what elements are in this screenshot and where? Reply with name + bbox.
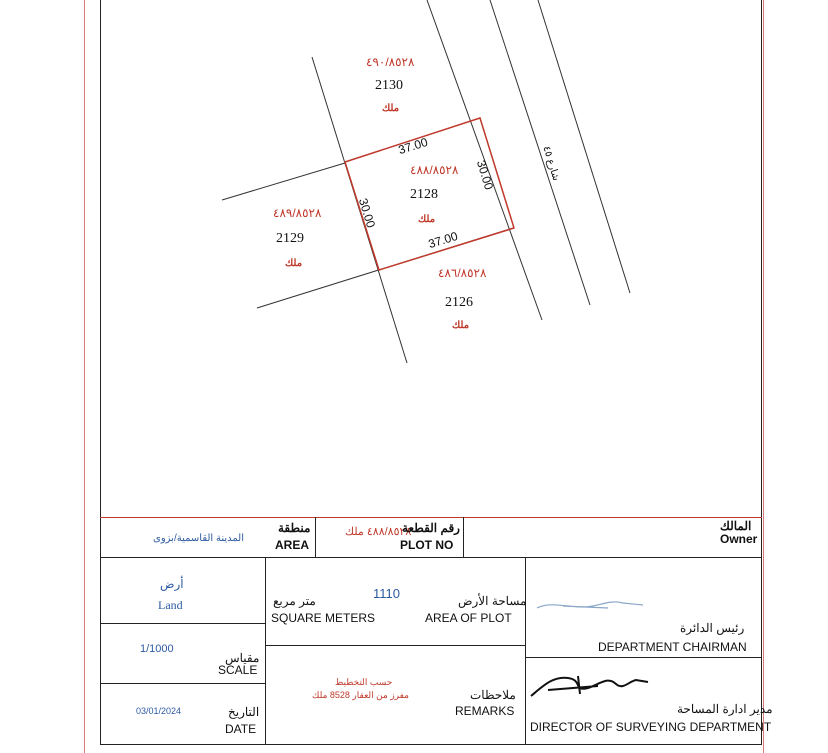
plot-2126-type: ملك: [452, 320, 470, 331]
area-of-plot-label-en: AREA OF PLOT: [425, 611, 512, 625]
land-label-ar: أرض: [160, 577, 184, 591]
date-value: 03/01/2024: [136, 706, 182, 716]
dimension-left: 30.00: [355, 196, 379, 230]
chairman-label-en: DEPARTMENT CHAIRMAN: [598, 640, 747, 654]
plot-2130-type: ملك: [382, 103, 400, 114]
street-label: شارع ٤٥: [540, 144, 562, 183]
area-of-plot-label-ar: مساحة الأرض: [458, 594, 527, 608]
plot-2130-code: ٤٩٠/٨٥٢٨: [366, 55, 415, 69]
street-line-inner: [490, 0, 590, 305]
scale-label-en: SCALE: [218, 663, 258, 677]
plot-2128-type: ملك: [418, 214, 436, 225]
owner-label-ar: المالك: [720, 519, 752, 533]
form-col-divider-area: [315, 517, 316, 557]
street-line-outer: [538, 0, 630, 293]
remarks-line2: مفرز من العقار 8528 ملك: [312, 690, 410, 700]
chairman-label-ar: رئيس الدائرة: [680, 621, 745, 635]
remarks-line1: حسب التخطيط: [335, 677, 393, 687]
plot-no-label-en: PLOT NO: [400, 538, 454, 552]
boundary-line-north: [222, 163, 345, 200]
director-label-en: DIRECTOR OF SURVEYING DEPARTMENT: [530, 720, 772, 734]
scale-label-ar: مقياس: [225, 651, 260, 665]
director-label-ar: مدير ادارة المساحة: [677, 702, 773, 716]
area-zone-label-en: AREA: [275, 538, 310, 552]
chairman-signature: [533, 596, 648, 616]
owner-label-en: Owner: [720, 532, 758, 546]
form-row-divider-1: [100, 557, 762, 558]
dimension-right: 30.00: [473, 158, 497, 192]
area-zone-value: المدينة القاسمية/بزوى: [153, 533, 245, 544]
form-row-divider-chairman: [525, 657, 762, 658]
area-unit-ar: متر مربع: [273, 594, 316, 608]
plot-2129-code: ٤٨٩/٨٥٢٨: [273, 206, 322, 220]
form-row-divider-scale: [100, 683, 265, 684]
plot-2126-code: ٤٨٦/٨٥٢٨: [438, 266, 487, 280]
form-col-divider-plot: [463, 517, 464, 557]
plot-2128-number: 2128: [410, 187, 438, 202]
area-of-plot-value: 1110: [373, 586, 400, 601]
remarks-label-ar: ملاحظات: [470, 688, 516, 702]
plot-no-value: ٤٨٨/٨٥٢٨ ملك: [345, 526, 412, 538]
plot-no-label-ar: رقم القطعة: [402, 521, 460, 535]
form-col-divider-right: [525, 557, 526, 745]
dimension-top: 37.00: [396, 134, 430, 158]
area-zone-label-ar: منطقة: [278, 521, 311, 535]
dimension-bottom: 37.00: [426, 228, 460, 252]
form-row-divider-land: [100, 623, 265, 624]
plot-2126-number: 2126: [445, 295, 473, 310]
form-col-divider-left: [265, 557, 266, 745]
plot-2129-type: ملك: [285, 258, 303, 269]
land-label-en: Land: [158, 598, 183, 612]
date-label-en: DATE: [225, 722, 257, 736]
date-label-ar: التاريخ: [228, 705, 260, 719]
form-row-divider-area: [265, 645, 525, 646]
plot-2129-number: 2129: [276, 231, 304, 246]
area-unit-en: SQUARE METERS: [271, 611, 376, 625]
scale-value: 1/1000: [140, 643, 174, 655]
plot-2130-number: 2130: [375, 78, 403, 93]
plot-2128-code: ٤٨٨/٨٥٢٨: [410, 163, 459, 177]
remarks-label-en: REMARKS: [455, 704, 515, 718]
form-top-border: [100, 517, 762, 518]
director-signature: [528, 666, 653, 700]
